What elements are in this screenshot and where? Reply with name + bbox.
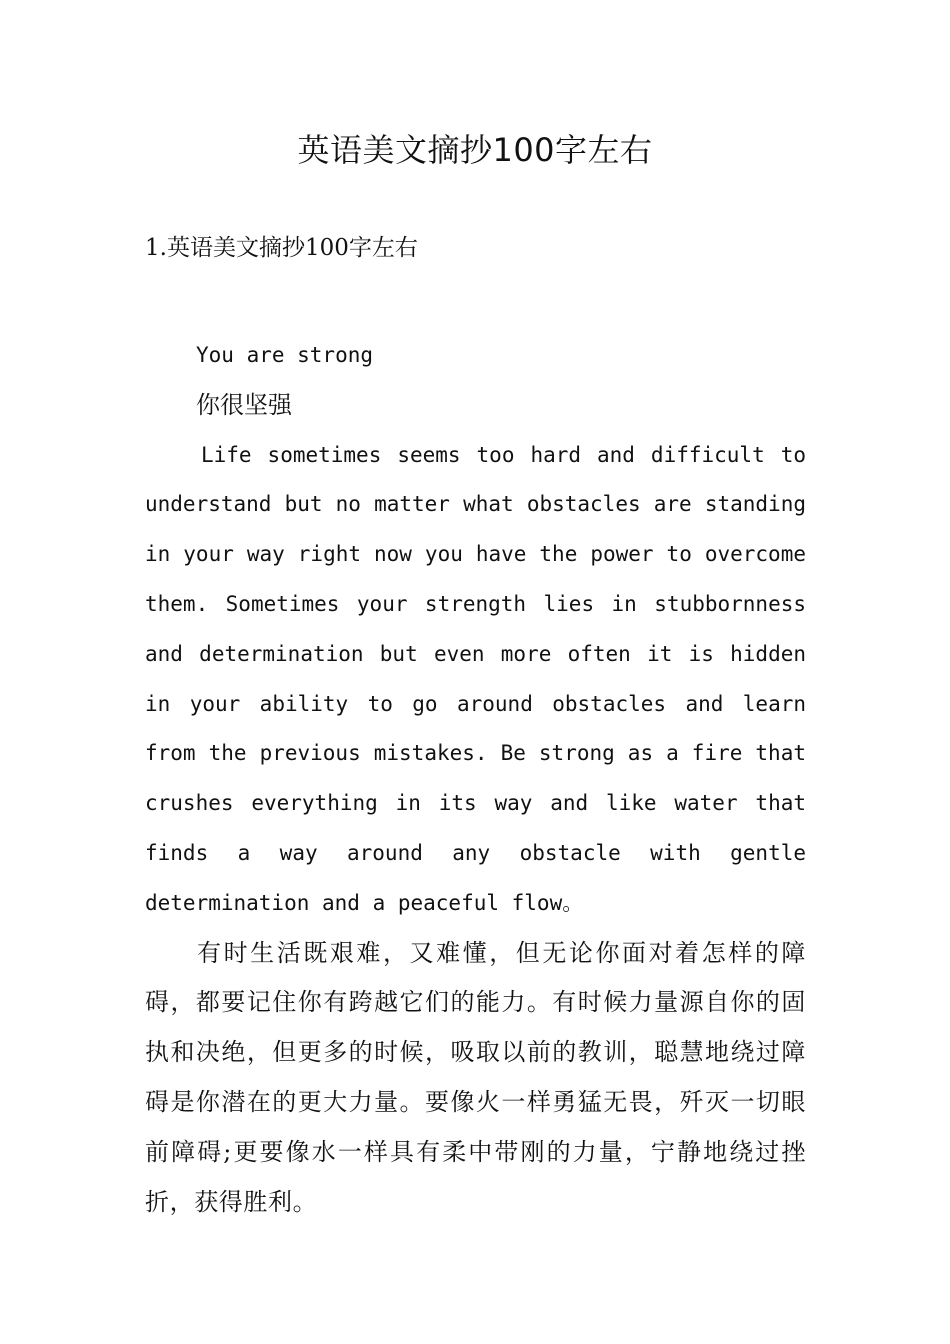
english-paragraph: Life sometimes seems too hard and difficult to understand but no matter what obstacles are standing in your way right now you have the power to overcome them. Sometimes your strength lies in stubbornness and determination but even more often it is hidden in your ability to go around obstacles and learn from the previous mistakes. Be strong as a fire that crushes everything in its way and like water that finds a way around any obstacle with gentle determination and a peaceful flow。 [145, 442, 806, 915]
section-heading: 1.英语美文摘抄100字左右 [145, 235, 418, 261]
page-title: 英语美文摘抄100字左右 [297, 131, 653, 169]
chinese-title: 你很坚强 [196, 390, 292, 419]
english-title: You are strong [196, 343, 374, 367]
chinese-paragraph: 有时生活既艰难，又难懂，但无论你面对着怎样的障碍，都要记住你有跨越它们的能力。有时候力量源自你的固执和决绝，但更多的时候，吸取以前的教训，聪慧地绕过障碍是你潜在的更大力量。要像火一样勇猛无畏，歼灭一切眼前障碍;更要像水一样具有柔中带刚的力量，宁静地绕过挫折，获得胜利。 [145, 938, 806, 1216]
article-body [145, 331, 806, 1227]
